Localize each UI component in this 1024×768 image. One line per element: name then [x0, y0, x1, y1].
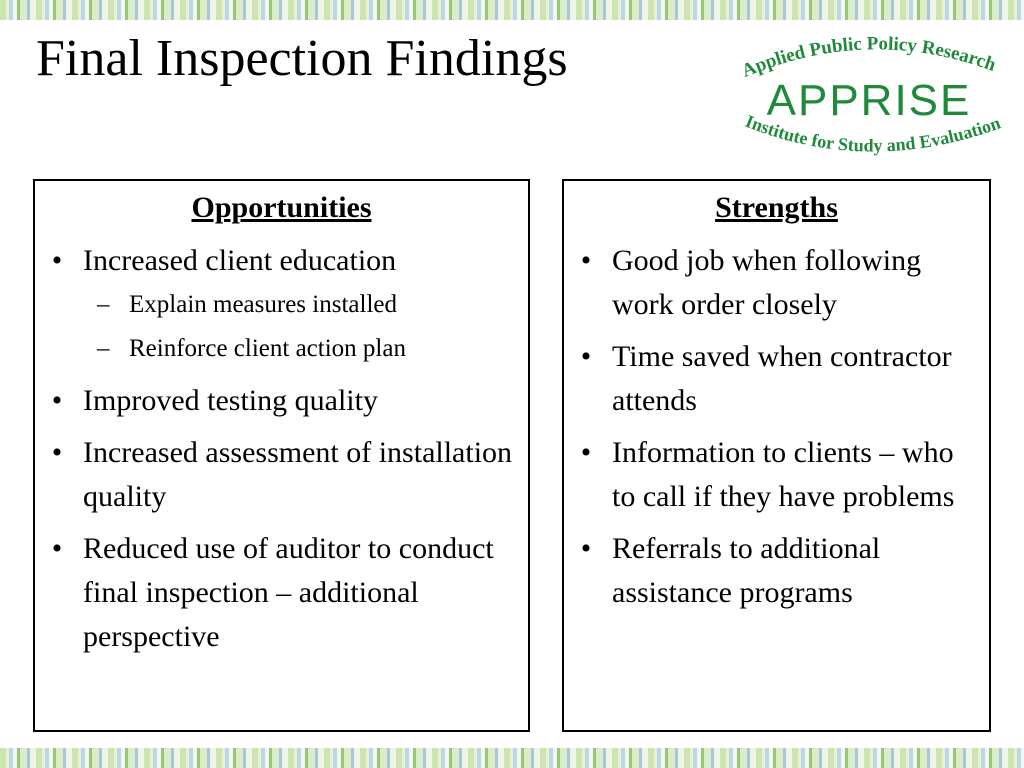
list-item-text: Improved testing quality: [83, 384, 378, 417]
list-item-text: Information to clients – who to call if they have problems: [612, 436, 955, 513]
strengths-heading: Strengths: [715, 191, 838, 224]
bullet-icon: •: [580, 436, 592, 469]
logo-name-text: APPRISE: [766, 76, 972, 125]
list-item-text: Increased assessment of installation quality: [83, 436, 513, 513]
sub-list-item-text: Explain measures installed: [129, 291, 397, 318]
logo-top-arc-text: Applied Public Policy Research: [738, 33, 999, 82]
apprise-logo-graphic: [728, 28, 1010, 178]
dash-icon: –: [97, 335, 110, 362]
list-item: [564, 431, 989, 519]
strengths-list: [564, 239, 989, 623]
bullet-icon: •: [51, 384, 63, 417]
list-item: [564, 527, 989, 615]
list-item: [35, 527, 528, 659]
list-item: [35, 431, 528, 519]
list-item: [35, 239, 528, 371]
list-item: [35, 379, 528, 423]
apprise-logo: [728, 28, 1010, 178]
slide-title: Final Inspection Findings: [36, 30, 568, 87]
list-item-text: Time saved when contractor attends: [612, 340, 952, 417]
top-decorative-border: [0, 0, 1024, 20]
list-item: [564, 239, 989, 327]
list-item-text: Increased client education: [83, 244, 397, 277]
bullet-icon: •: [51, 244, 63, 277]
opportunities-heading: Opportunities: [191, 191, 372, 224]
sub-list: [83, 283, 518, 371]
logo-bottom-arc-text: Institute for Study and Evaluation: [742, 110, 1004, 156]
bullet-icon: •: [580, 532, 592, 565]
list-item: [564, 335, 989, 423]
bullet-icon: •: [51, 436, 63, 469]
strengths-panel: [562, 179, 991, 732]
opportunities-list: [35, 239, 528, 667]
sub-list-item-text: Reinforce client action plan: [129, 335, 406, 362]
sub-list-item: [35, 283, 518, 327]
dash-icon: –: [97, 291, 110, 318]
list-item-text: Good job when following work order closely: [612, 244, 922, 321]
bullet-icon: •: [51, 532, 63, 565]
bullet-icon: •: [580, 340, 592, 373]
sub-list-item: [35, 327, 518, 371]
bullet-icon: •: [580, 244, 592, 277]
opportunities-panel: [33, 179, 530, 732]
list-item-text: Reduced use of auditor to conduct final inspection – additional perspective: [83, 532, 494, 653]
list-item-text: Referrals to additional assistance programs: [612, 532, 881, 609]
bottom-decorative-border: [0, 748, 1024, 768]
